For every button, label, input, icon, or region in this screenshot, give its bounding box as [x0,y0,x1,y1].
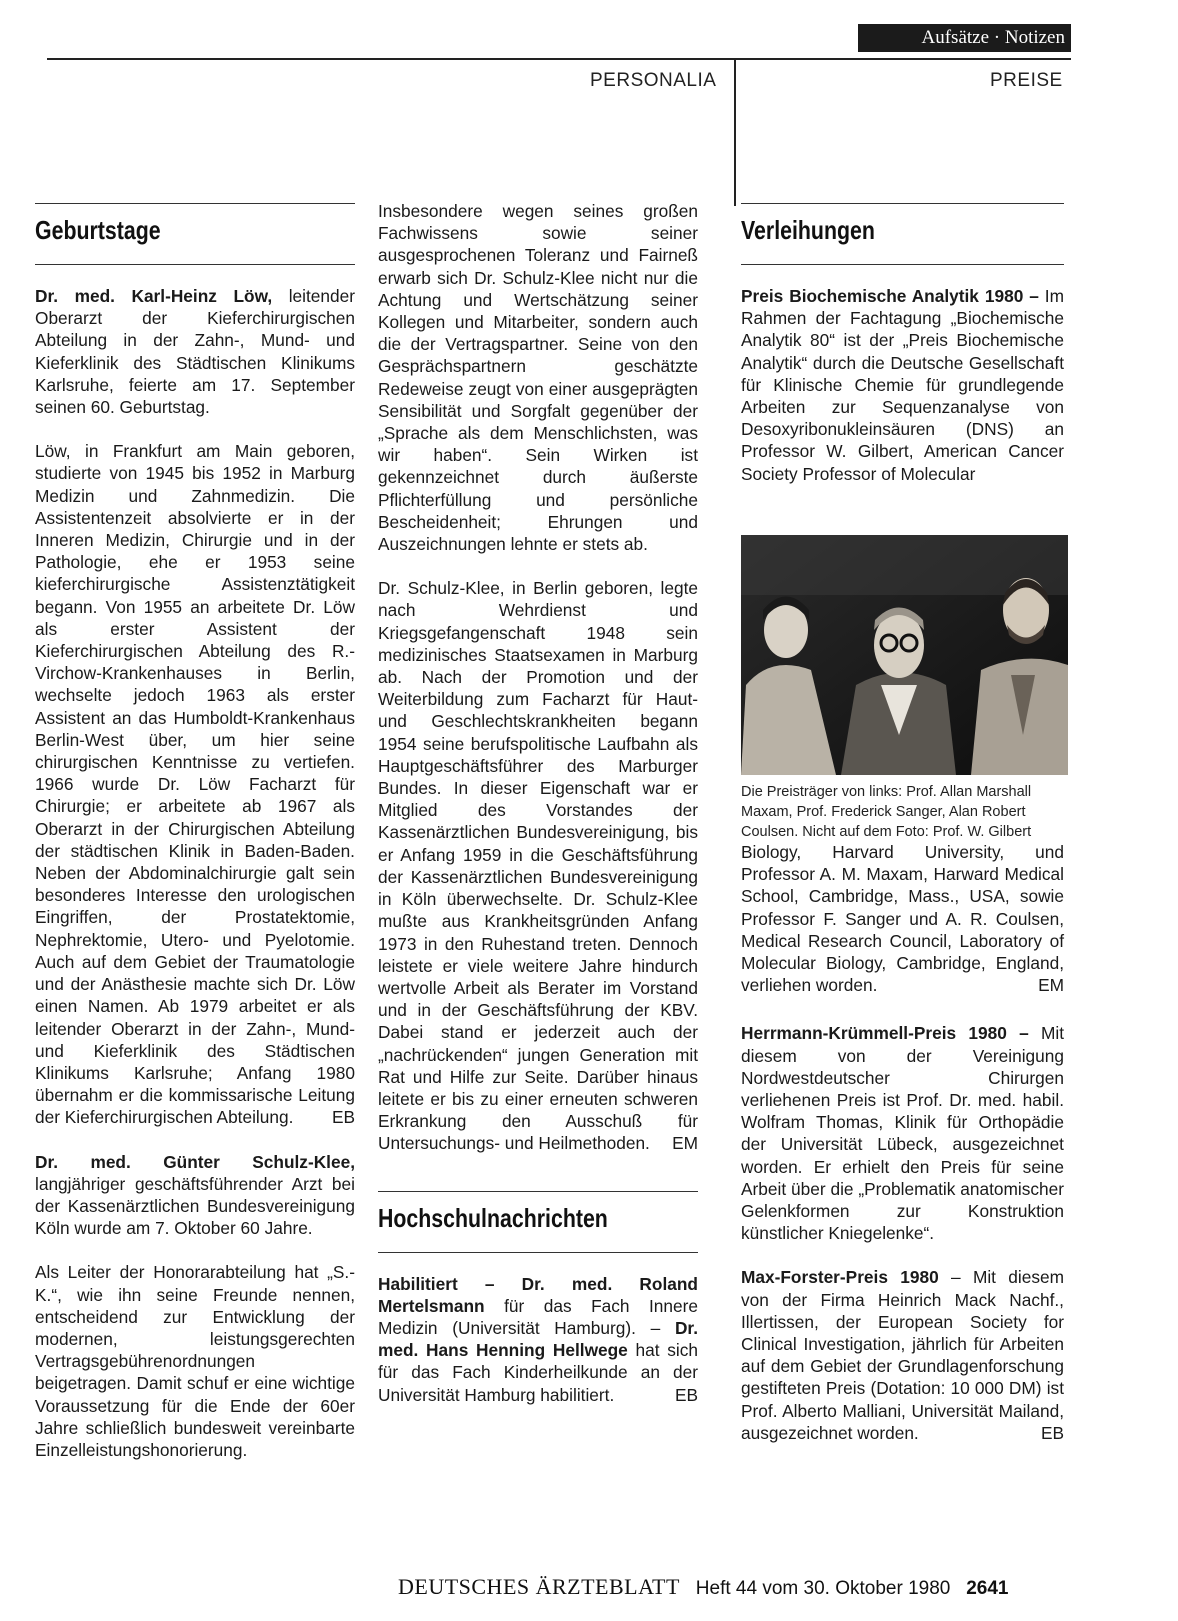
person-name: Dr. med. Karl-Heinz Löw, [35,286,273,306]
article-biochemische-analytik-cont [741,841,1064,996]
person-name: Dr. med. Günter Schulz-Klee, [35,1151,355,1172]
paragraph-text: leitender Oberarzt der Kieferchirurgischen Abteilung in der Zahn-, Mund- und Kieferklinik des Städtischen Klinikums Karlsruhe, feierte am 17. September seinen 60. Geburtstag. [35,286,355,418]
paragraph-text: Mit diesem von der Vereinigung Nordwestdeutscher Chirurgen verliehenen Preis ist Prof. Dr. med. habil. Wolfram Thomas, Klinik für Orthopädie der Universität Lübeck, ausgezeichnet worden. Er erhielt den Preis für seine Arbeit über die „Problematik anatomischer Gelenkformen zur Konstruktion künstlicher Kniegelenke“. [741,1023,1064,1244]
bold-lead: Dr. med. Hans Henning Hellwege [378,1317,698,1361]
paragraph-text: Biology, Harvard University, und Professor A. M. Maxam, Harward Medical School, Cambridge, Mass., USA, sowie Professor F. Sanger und A. R. Coulsen, Medical Research Council, Laboratory of Molecular Biology, Cambridge, England, verliehen worden. [741,842,1064,996]
article-max-forster [741,1266,1064,1444]
author-signature: EM [672,1133,698,1154]
article-loew-body [35,440,355,1128]
heading-block-geburtstage [35,203,355,265]
column-1 [35,203,355,1483]
author-signature: EB [331,1107,355,1128]
prize-winners-photo [741,535,1068,775]
paragraph-text: Dr. Schulz-Klee, in Berlin geboren, legte nach Wehrdienst und Kriegsgefangenschaft 1948 sein medizinisches Staatsexamen in Marburg ab. Nach der Promotion und der Weiterbildung zum Facharzt für Haut- und Geschlechtskrankheiten begann 1954 seine berufspolitische Laufbahn als Hauptgeschäftsführer des Marburger Bundes. In dieser Eigenschaft war er Mitglied des Vorstandes der Kassenärztlichen Bundesvereinigung, bis er Anfang 1959 in die Geschäftsführung der Kassenärztlichen Bundesvereinigung in Köln überwechselte. Dr. Schulz-Klee mußte aus Krankheitsgründen Anfang 1973 in den Ruhestand treten. Dennoch leistete er viele weitere Jahre hindurch wertvolle Arbeit als Berater im Vorstand und in der Geschäftsführung der KBV. Dabei stand er jederzeit auch der „nachrückenden“ jungen Generation mit Rat und Hilfe zur Seite. Darüber hinaus leitete er bis zu einer erneuten schweren Erkrankung den Ausschuß für Untersuchungs- und Heilmethoden. [378,578,698,1154]
heading-block-verleihungen [741,203,1064,265]
paragraph-text: Als Leiter der Honorarabteilung hat „S.-K.“, wie ihn seine Freunde nennen, entscheidend zur Entwicklung der modernen, leistungsgerechten Vertragsgebührenordnungen beigetragen. Damit schuf er eine wichtige Voraussetzung für die Ende der 60er Jahre schließlich bundesweit vereinbarte Einzelleistungshonorierung. [35,1262,355,1460]
heading-block-hochschulnachrichten [378,1191,698,1253]
paragraph-text: – Mit diesem von der Firma Heinrich Mack Nachf., Illertissen, der European Society for Clinical Investigation, jährlich für Arbeiten auf dem Gebiet der Grundlagenforschung gestifteten Preis (Dotation: 10 000 DM) ist Prof. Alberto Malliani, Universität Mailand, ausgezeichnet worden. [741,1267,1064,1443]
paragraph-text: Im Rahmen der Fachtagung „Biochemische Analytik 80“ ist der „Preis Biochemische Analytik“ durch die Deutsche Gesellschaft für Klinische Chemie für grundlegende Arbeiten zur Sequenzanalyse von Desoxyribonukleinsäuren (DNS) an Professor W. Gilbert, American Cancer Society Professor of Molecular [741,286,1064,484]
heading-verleihungen: Verleihungen [741,215,875,245]
prize-name: Max-Forster-Preis 1980 [741,1267,939,1288]
heading-geburtstage: Geburtstage [35,215,161,245]
top-rule [47,58,1071,60]
issue-info: Heft 44 vom 30. Oktober 1980 [695,1578,951,1599]
section-label-personalia: PERSONALIA [590,70,717,91]
page-footer [398,1574,1078,1600]
article-schulz-klee-body [35,1261,355,1461]
author-signature: EB [674,1384,698,1405]
article-biochemische-analytik [741,285,1064,485]
column-2 [378,200,698,1428]
column-3 [741,203,1064,507]
paragraph-text: Löw, in Frankfurt am Main geboren, studierte von 1945 bis 1952 in Marburg Medizin und Zahnmedizin. Die Assistentenzeit absolvierte er in der Inneren Medizin, Chirurgie und in der Pathologie, ehe er 1953 seine kieferchirurgische Assistenztätigkeit begann. Von 1955 an arbeitete Dr. Löw als erster Assistent der Kieferchirurgischen Abteilung des R.-Virchow-Krankenhauses in Berlin, wechselte jedoch 1963 als erster Assistent an das Humboldt-Krankenhaus Berlin-West über, um hier seine chirurgischen Kenntnisse zu vertiefen. 1966 wurde Dr. Löw Facharzt für Chirurgie; er arbeitete ab 1967 als Oberarzt in der Chirurgischen Abteilung der städtischen Klinik in Baden-Baden. Neben der Abdominalchirurgie galt sein besonderes Interesse den urologischen Eingriffen, der Prostatektomie, Nephrektomie, Utero- und Pyelotomie. Auch auf dem Gebiet der Traumatologie und der Anästhesie machte sich Dr. Löw einen Namen. Ab 1979 arbeitet er als leitender Oberarzt in der Zahn-, Mund- und Kieferklinik des Städtischen Klinikums Karlsruhe; Anfang 1980 übernahm er die kommissarische Leitung der Kieferchirurgischen Abteilung. [35,441,355,1128]
header-divider [734,58,736,206]
article-loew-intro [35,285,355,418]
author-signature: EM [1038,975,1064,996]
bold-lead: Habilitiert – Dr. med. Roland Mertelsmann [378,1273,698,1316]
page-number: 2641 [966,1578,1009,1599]
article-schulz-klee-career [378,577,698,1154]
article-schulz-klee-intro [35,1151,355,1240]
article-schulz-klee-cont [378,200,698,555]
prize-name: Preis Biochemische Analytik 1980 – [741,286,1039,306]
section-label-preise: PREISE [990,70,1063,91]
paragraph-text: Insbesondere wegen seines großen Fachwissens sowie seiner ausgesprochenen Toleranz und Fairneß erwarb sich Dr. Schulz-Klee nicht nur die Achtung und Wertschätzung seiner Kollegen und Mitarbeiter, sondern auch die der Vertragspartner. Seine von den Gesprächspartnern geschätzte Redeweise zeugt von einer ausgeprägten Sensibilität und Sorgfalt gegenüber der „Sprache als dem Menschlichsten, was wir haben“. Sein Wirken ist gekennzeichnet durch äußerste Pflichterfüllung und persönliche Bescheidenheit; Ehrungen und Auszeichnungen lehnte er stets ab. [378,201,698,555]
article-herrmann-kruemmell [741,1022,1064,1244]
section-tag: Aufsätze · Notizen [858,24,1071,52]
heading-hochschulnachrichten: Hochschulnachrichten [378,1202,608,1233]
article-habilitationen [378,1273,698,1406]
paragraph-text: langjähriger geschäftsführender Arzt bei der Kassenärztlichen Bundesvereinigung Köln wurde am 7. Oktober 60 Jahre. [35,1173,355,1239]
column-3-cont [741,841,1064,1466]
photo-caption: Die Preisträger von links: Prof. Allan Marshall Maxam, Prof. Frederick Sanger, Alan Robert Coulsen. Nicht auf dem Foto: Prof. W. Gilbert [741,784,1032,840]
author-signature: EB [1040,1422,1064,1443]
prize-name: Herrmann-Krümmell-Preis 1980 – [741,1023,1029,1044]
paragraph-text: hat sich für das Fach Kinderheilkunde an der Universität Hamburg habilitiert. [378,1340,698,1405]
paragraph-text: für das Fach Innere Medizin (Universität Hamburg). – [378,1295,698,1338]
journal-title: DEUTSCHES ÄRZTEBLATT [398,1574,680,1599]
